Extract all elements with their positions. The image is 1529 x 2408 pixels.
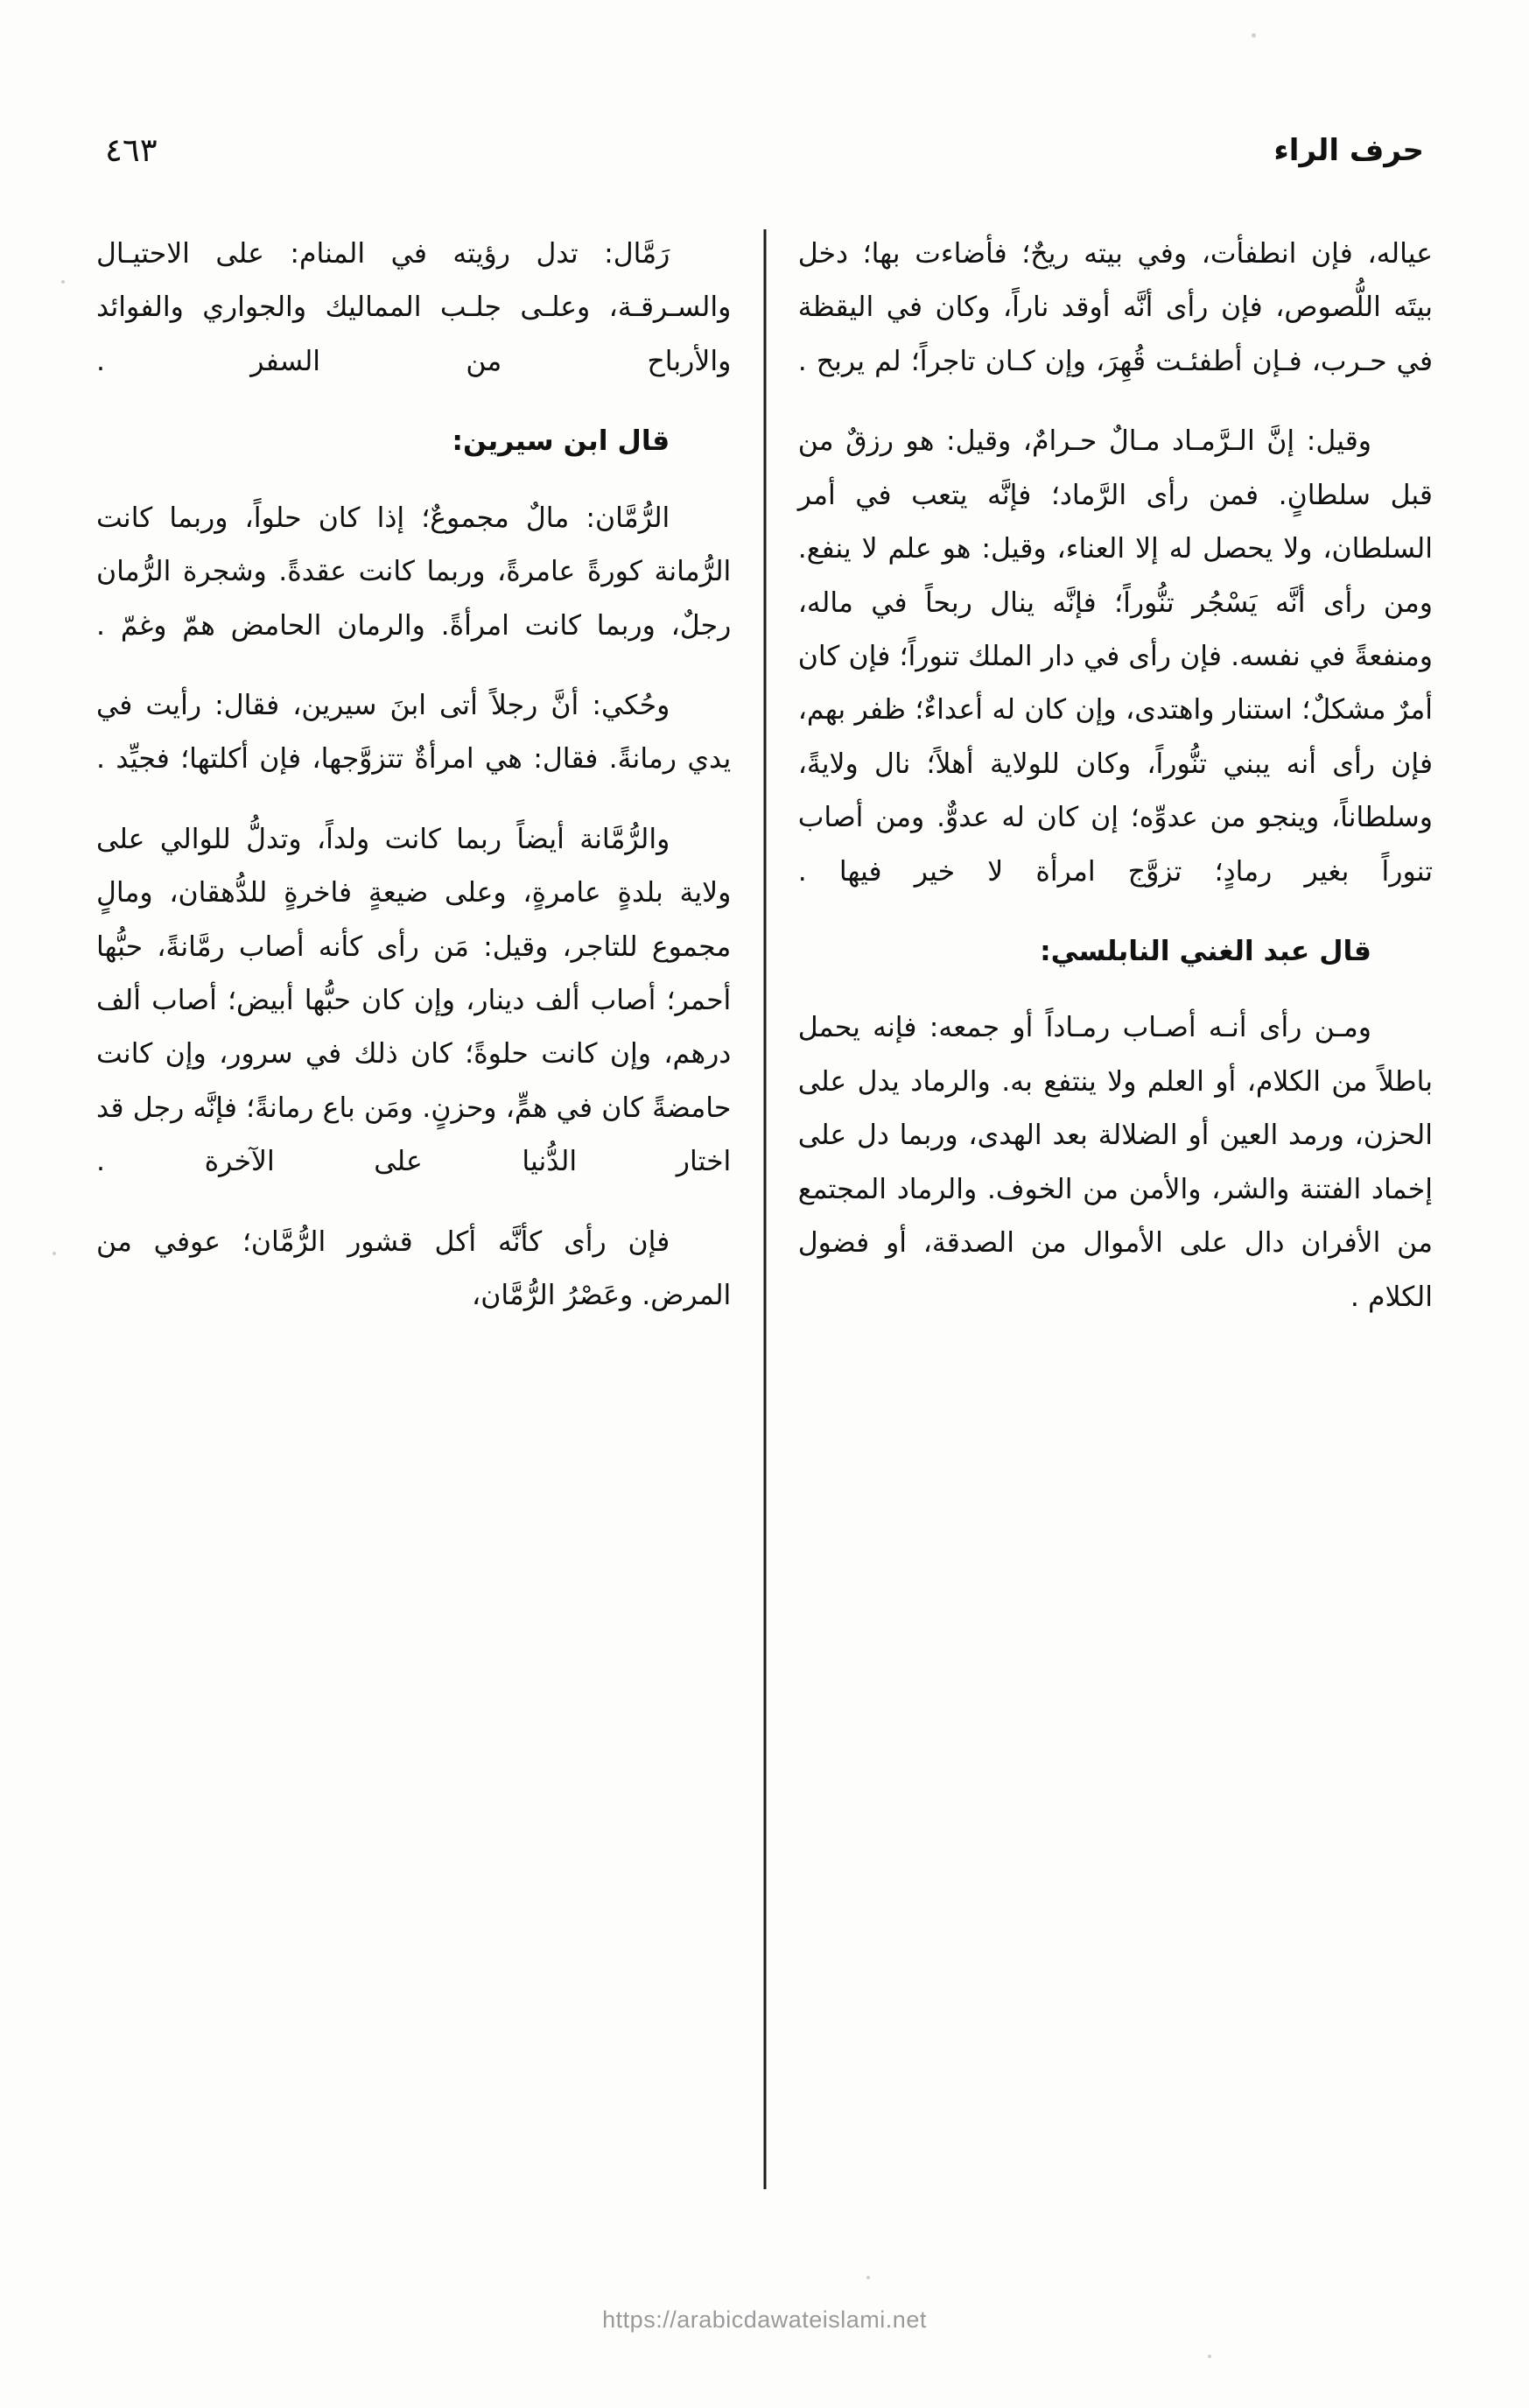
text-columns (96, 228, 1433, 2259)
paragraph: وقيل: إنَّ الـرَّمـاد مـالٌ حـرامٌ، وقيل: هو رزقٌ من قبل سلطانٍ. فمن رأى الرَّماد؛ فإنَّه يتعب في أمر السلطان، ولا يحصل له إلا العناء، وقيل: هو علم لا ينفع. ومن رأى أنَّه يَسْجُر تنُّوراً؛ فإنَّه ينال ربحاً في ماله، ومنفعةً في نفسه. فإن رأى في دار الملك تنوراً؛ فإن كان أمرٌ مشكلٌ؛ استنار واهتدى، وإن كان له أعداءٌ؛ ظفر بهم، فإن رأى أنه يبني تنُّوراً، وكان للولاية أهلاً؛ نال ولايةً، وسلطاناً، وينجو من عدوِّه؛ إن كان له عدوٌّ. ومن أصاب تنوراً بغير رمادٍ؛ تزوَّج امرأة لا خير فيها . (797, 425, 1433, 888)
paragraph: ومـن رأى أنـه أصـاب رمـاداً أو جمعه: فإنه يحمل باطلاً من الكلام، أو العلم ولا ينتفع به. والرماد يدل على الحزن، ورمد العين أو الضلالة بعد الهدى، وربما دل على إخماد الفتنة والشر، والأمن من الخوف. والرماد المجتمع من الأفران دال على الأموال من الصدقة، أو فضول الكلام . (797, 1012, 1433, 1313)
scan-speck (53, 1252, 56, 1255)
scan-speck (61, 280, 65, 284)
left-column (798, 228, 1433, 2259)
paragraph: الرُّمَّان: مالٌ مجموعٌ؛ إذا كان حلواً، وربما كانت الرُّمانة كورةً عامرةً، وربما كانت عقدةً. وشجرة الرُّمان رجلٌ، وربما كانت امرأةً. والرمان الحامض همّ وغمّ . (96, 502, 732, 642)
scan-speck (866, 2276, 870, 2279)
scan-speck (1252, 33, 1256, 38)
scan-speck (1208, 2355, 1211, 2358)
section-heading: قال عبد الغني النابلسي: (1040, 936, 1371, 968)
watermark-url: https://arabicdawateislami.net (602, 2306, 927, 2333)
page-number: ٤٦٣ (105, 131, 158, 169)
right-column (96, 228, 731, 2259)
paragraph: رَمَّال: تدل رؤيته في المنام: على الاحتيـال والسـرقـة، وعلـى جلـب المماليك والجواري والفوائد والأرباح من السفر . (96, 238, 732, 377)
paragraph: وحُكي: أنَّ رجلاً أتى ابنَ سيرين، فقال: رأيت في يدي رمانةً. فقال: هي امرأةٌ تتزوَّجها، فإن أكلتها؛ فجيِّد . (96, 689, 732, 776)
paragraph: فإن رأى كأنَّه أكل قشور الرُّمَّان؛ عوفي من المرض. وعَصْرُ الرُّمَّان، (96, 1225, 732, 1312)
page-header (88, 131, 1441, 184)
header-title: حرف الراء (1273, 133, 1424, 168)
section-heading: قال ابن سيرين: (452, 425, 670, 458)
paragraph: والرُّمَّانة أيضاً ربما كانت ولداً، وتدلُّ للوالي على ولاية بلدةٍ عامرةٍ، وعلى ضيعةٍ فاخرةٍ للدُّهقان، ومالٍ مجموع للتاجر، وقيل: مَن رأى كأنه أصاب رمَّانةً، حبُّها أحمر؛ أصاب ألف دينار، وإن كان حبُّها أبيض؛ أصاب ألف درهم، وإن كانت حلوةً؛ كان ذلك في سرور، وإن كانت حامضةً كان في همٍّ، وحزنٍ. ومَن باع رمانةً؛ فإنَّه رجل قد اختار الدُّنيا على الآخرة . (96, 823, 732, 1178)
paragraph: عياله، فإن انطفأت، وفي بيته ريحٌ؛ فأضاءت بها؛ دخل بيتَه اللُّصوص، فإن رأى أنَّه أوقد ناراً، وكان في اليقظة في حـرب، فـإن أطفئـت قُهِرَ، وإن كـان تاجراً؛ لم يربح . (797, 238, 1433, 377)
